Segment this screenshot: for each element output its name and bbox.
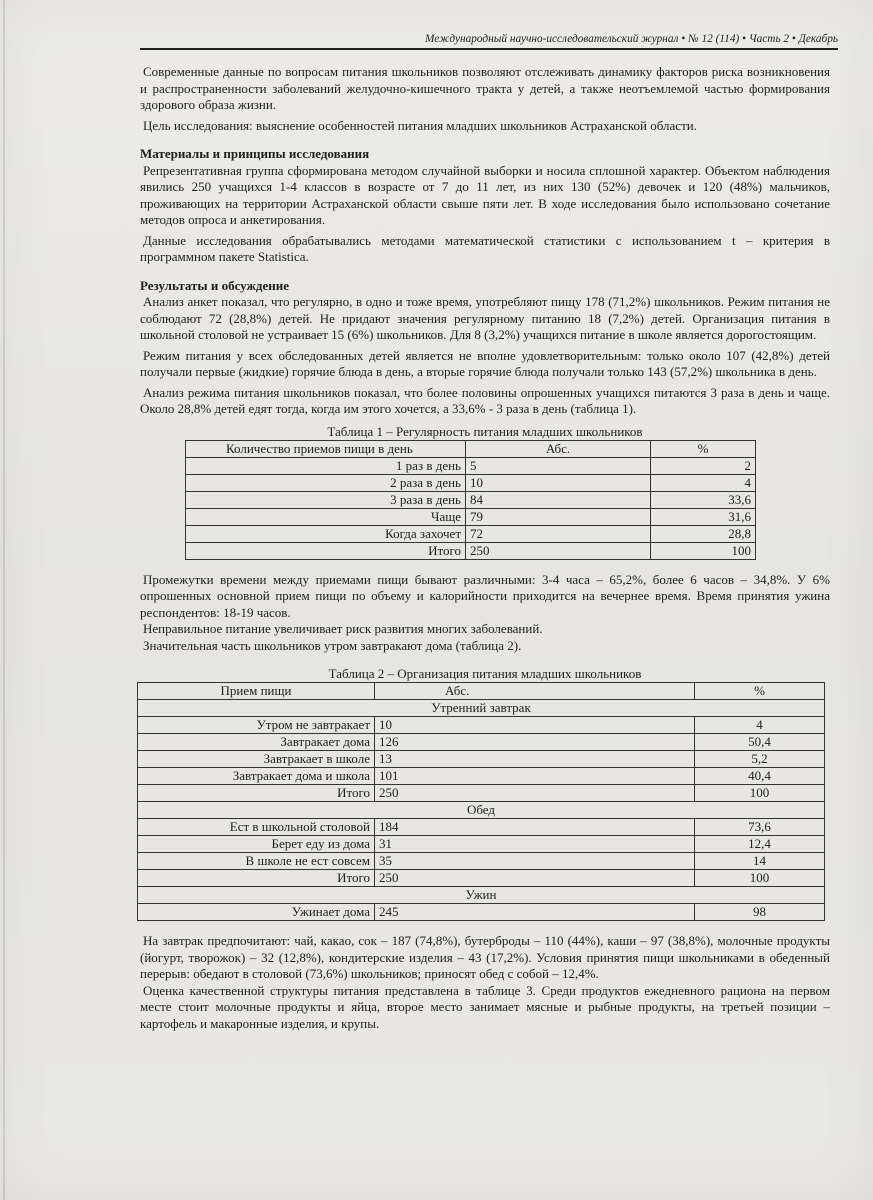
- table-cell: 73,6: [695, 819, 825, 836]
- risk-paragraph: Неправильное питание увеличивает риск развития многих заболеваний.: [143, 621, 543, 636]
- table-cell: 184: [375, 819, 695, 836]
- section-title: Ужин: [138, 887, 825, 904]
- table2-caption: Таблица 2 – Организация питания младших школьников: [328, 666, 642, 681]
- table-cell: 4: [695, 717, 825, 734]
- table-cell: 100: [695, 870, 825, 887]
- table-cell: Берет еду из дома: [138, 836, 375, 853]
- table-row: [138, 853, 825, 870]
- article-body: [140, 64, 830, 1032]
- column-header: Количество приемов пищи в день: [186, 440, 466, 457]
- table-cell: 100: [695, 785, 825, 802]
- section-title: Обед: [138, 802, 825, 819]
- table-section-row: [138, 887, 825, 904]
- methods-heading: Материалы и принципы исследования: [140, 146, 370, 161]
- table-header-row: [138, 683, 825, 700]
- table-cell: 72: [466, 525, 651, 542]
- table-cell: 31,6: [651, 508, 756, 525]
- table-cell: 50,4: [695, 734, 825, 751]
- table-row: [186, 508, 756, 525]
- table-row: [138, 819, 825, 836]
- table-cell: 2 раза в день: [186, 474, 466, 491]
- table-cell: 33,6: [651, 491, 756, 508]
- table-section-row: [138, 700, 825, 717]
- results-paragraph: Режим питания у всех обследованных детей является не вполне удовлетворительным: только около 107 (42,8%) детей получали первые (жидкие) горячие блюда в день, а вторые горячие блюда получали только 143 (57,2%) школьника в день.: [140, 347, 830, 379]
- table-cell: 250: [375, 870, 695, 887]
- preferences-paragraph: На завтрак предпочитают: чай, какао, сок – 187 (74,8%), бутерброды – 110 (44%), каши – 97 (38,8%), молочные продукты (йогурт, творожок) – 32 (12,8%), кондитерские изделия – 43 (17,2%). Условия принятия пищи школьниками в обеденный перерыв: обедают в столовой (73,6%) школьников; приносят обед с собой – 12,4%.: [140, 933, 830, 981]
- section-title: Утренний завтрак: [138, 700, 825, 717]
- quality-paragraph: Оценка качественной структуры питания представлена в таблице 3. Среди продуктов ежедневного рациона на первом месте стоит молочные продукты и яйца, второе место занимает мясные и рыбные продукты, на третьей позиции – картофель и макаронные изделия, и крупы.: [140, 982, 830, 1031]
- table1-caption: Таблица 1 – Регулярность питания младших школьников: [327, 423, 643, 439]
- table-cell: 12,4: [695, 836, 825, 853]
- table-cell: Ужинает дома: [138, 904, 375, 921]
- table-cell: 3 раза в день: [186, 491, 466, 508]
- table-row: [138, 904, 825, 921]
- methods-paragraph: Данные исследования обрабатывались методами математической статистики с использованием t – критерия в программном пакете Statistica.: [140, 232, 830, 264]
- table-cell: 10: [466, 474, 651, 491]
- table-cell: 5,2: [695, 751, 825, 768]
- table-row: [186, 525, 756, 542]
- column-header: %: [695, 683, 825, 700]
- column-header: Абс.: [375, 683, 695, 700]
- table-cell: 40,4: [695, 768, 825, 785]
- column-header: %: [651, 440, 756, 457]
- table-cell: 126: [375, 734, 695, 751]
- table-cell: 245: [375, 904, 695, 921]
- table-cell: Завтракает дома и школа: [138, 768, 375, 785]
- table-cell: 101: [375, 768, 695, 785]
- table-cell: 100: [651, 542, 756, 559]
- table-row: [138, 836, 825, 853]
- table-cell: 31: [375, 836, 695, 853]
- table-cell: 13: [375, 751, 695, 768]
- table-cell: 98: [695, 904, 825, 921]
- results-paragraph: Анализ режима питания школьников показал, что более половины опрошенных учащихся питаются 3 раза в день и чаще. Около 28,8% детей едят тогда, когда им этого хочется, а 33,6% - 3 раза в день (таблица 1).: [140, 384, 830, 416]
- column-header: Абс.: [466, 440, 651, 457]
- table-cell: 28,8: [651, 525, 756, 542]
- journal-header: Международный научно-исследовательский журнал • № 12 (114) • Часть 2 • Декабрь: [140, 33, 838, 50]
- table-header-row: [186, 440, 756, 457]
- aim-paragraph: Цель исследования: выяснение особенностей питания младших школьников Астраханской области.: [143, 117, 697, 133]
- table-cell: 10: [375, 717, 695, 734]
- table-row: [138, 870, 825, 887]
- table-row: [186, 491, 756, 508]
- table-cell: 1 раз в день: [186, 457, 466, 474]
- intro-paragraph: Современные данные по вопросам питания школьников позволяют отслеживать динамику факторов риска возникновения и распространенности заболеваний желудочно-кишечного тракта у детей, а также неотъемлемой частью формирования здорового образа жизни.: [140, 64, 830, 112]
- column-header: Прием пищи: [138, 683, 375, 700]
- table-cell: Итого: [138, 870, 375, 887]
- table2: [137, 682, 825, 921]
- table-section-row: [138, 802, 825, 819]
- table-row: [138, 768, 825, 785]
- table-row: [186, 457, 756, 474]
- table-cell: В школе не ест совсем: [138, 853, 375, 870]
- table-cell: 5: [466, 457, 651, 474]
- table-cell: 250: [375, 785, 695, 802]
- table-cell: 250: [466, 542, 651, 559]
- table-row: [138, 717, 825, 734]
- table-cell: 4: [651, 474, 756, 491]
- table-cell: 79: [466, 508, 651, 525]
- table-cell: Когда захочет: [186, 525, 466, 542]
- intervals-paragraph: Промежутки времени между приемами пищи бывают различными: 3-4 часа – 65,2%, более 6 часов – 34,8%. У 6% опрошенных основной прием пищи по объему и калорийности приходится на вечернее время. Время принятия ужина респондентов: 18-19 часов.: [140, 571, 830, 620]
- breakfast-paragraph: Значительная часть школьников утром завтракают дома (таблица 2).: [143, 637, 522, 653]
- table-cell: 14: [695, 853, 825, 870]
- table-cell: Итого: [138, 785, 375, 802]
- results-paragraph: Анализ анкет показал, что регулярно, в одно и тоже время, употребляют пищу 178 (71,2%) школьников. Режим питания не соблюдают 72 (28,8%) детей. Не придают значения регулярному питанию 18 (7,2%) детей. Организация питания в школьной столовой не устраивает 15 (6%) школьников. Для 8 (3,2%) учащихся питание в школе является дорогостоящим.: [140, 294, 830, 342]
- table-row: [138, 785, 825, 802]
- table-cell: 2: [651, 457, 756, 474]
- table-cell: Итого: [186, 542, 466, 559]
- methods-paragraph: Репрезентативная группа сформирована методом случайной выборки и носила сплошной характер. Объектом наблюдения явились 250 учащихся 1-4 классов в возрасте от 7 до 11 лет, из них 130 (52%) девочек и 120 (48%) мальчиков, проживающих на территории Астраханской области свыше пяти лет. В ходе исследования было использовано сочетание методов опроса и анкетирования.: [140, 162, 830, 227]
- table-row: [186, 474, 756, 491]
- table-row: [138, 751, 825, 768]
- table-cell: Чаще: [186, 508, 466, 525]
- table-cell: 35: [375, 853, 695, 870]
- table-cell: 84: [466, 491, 651, 508]
- table-cell: Утром не завтракает: [138, 717, 375, 734]
- table-row: [186, 542, 756, 559]
- table1: [185, 440, 756, 560]
- table-cell: Завтракает в школе: [138, 751, 375, 768]
- table-row: [138, 734, 825, 751]
- table-cell: Ест в школьной столовой: [138, 819, 375, 836]
- table-cell: Завтракает дома: [138, 734, 375, 751]
- results-heading: Результаты и обсуждение: [140, 277, 290, 293]
